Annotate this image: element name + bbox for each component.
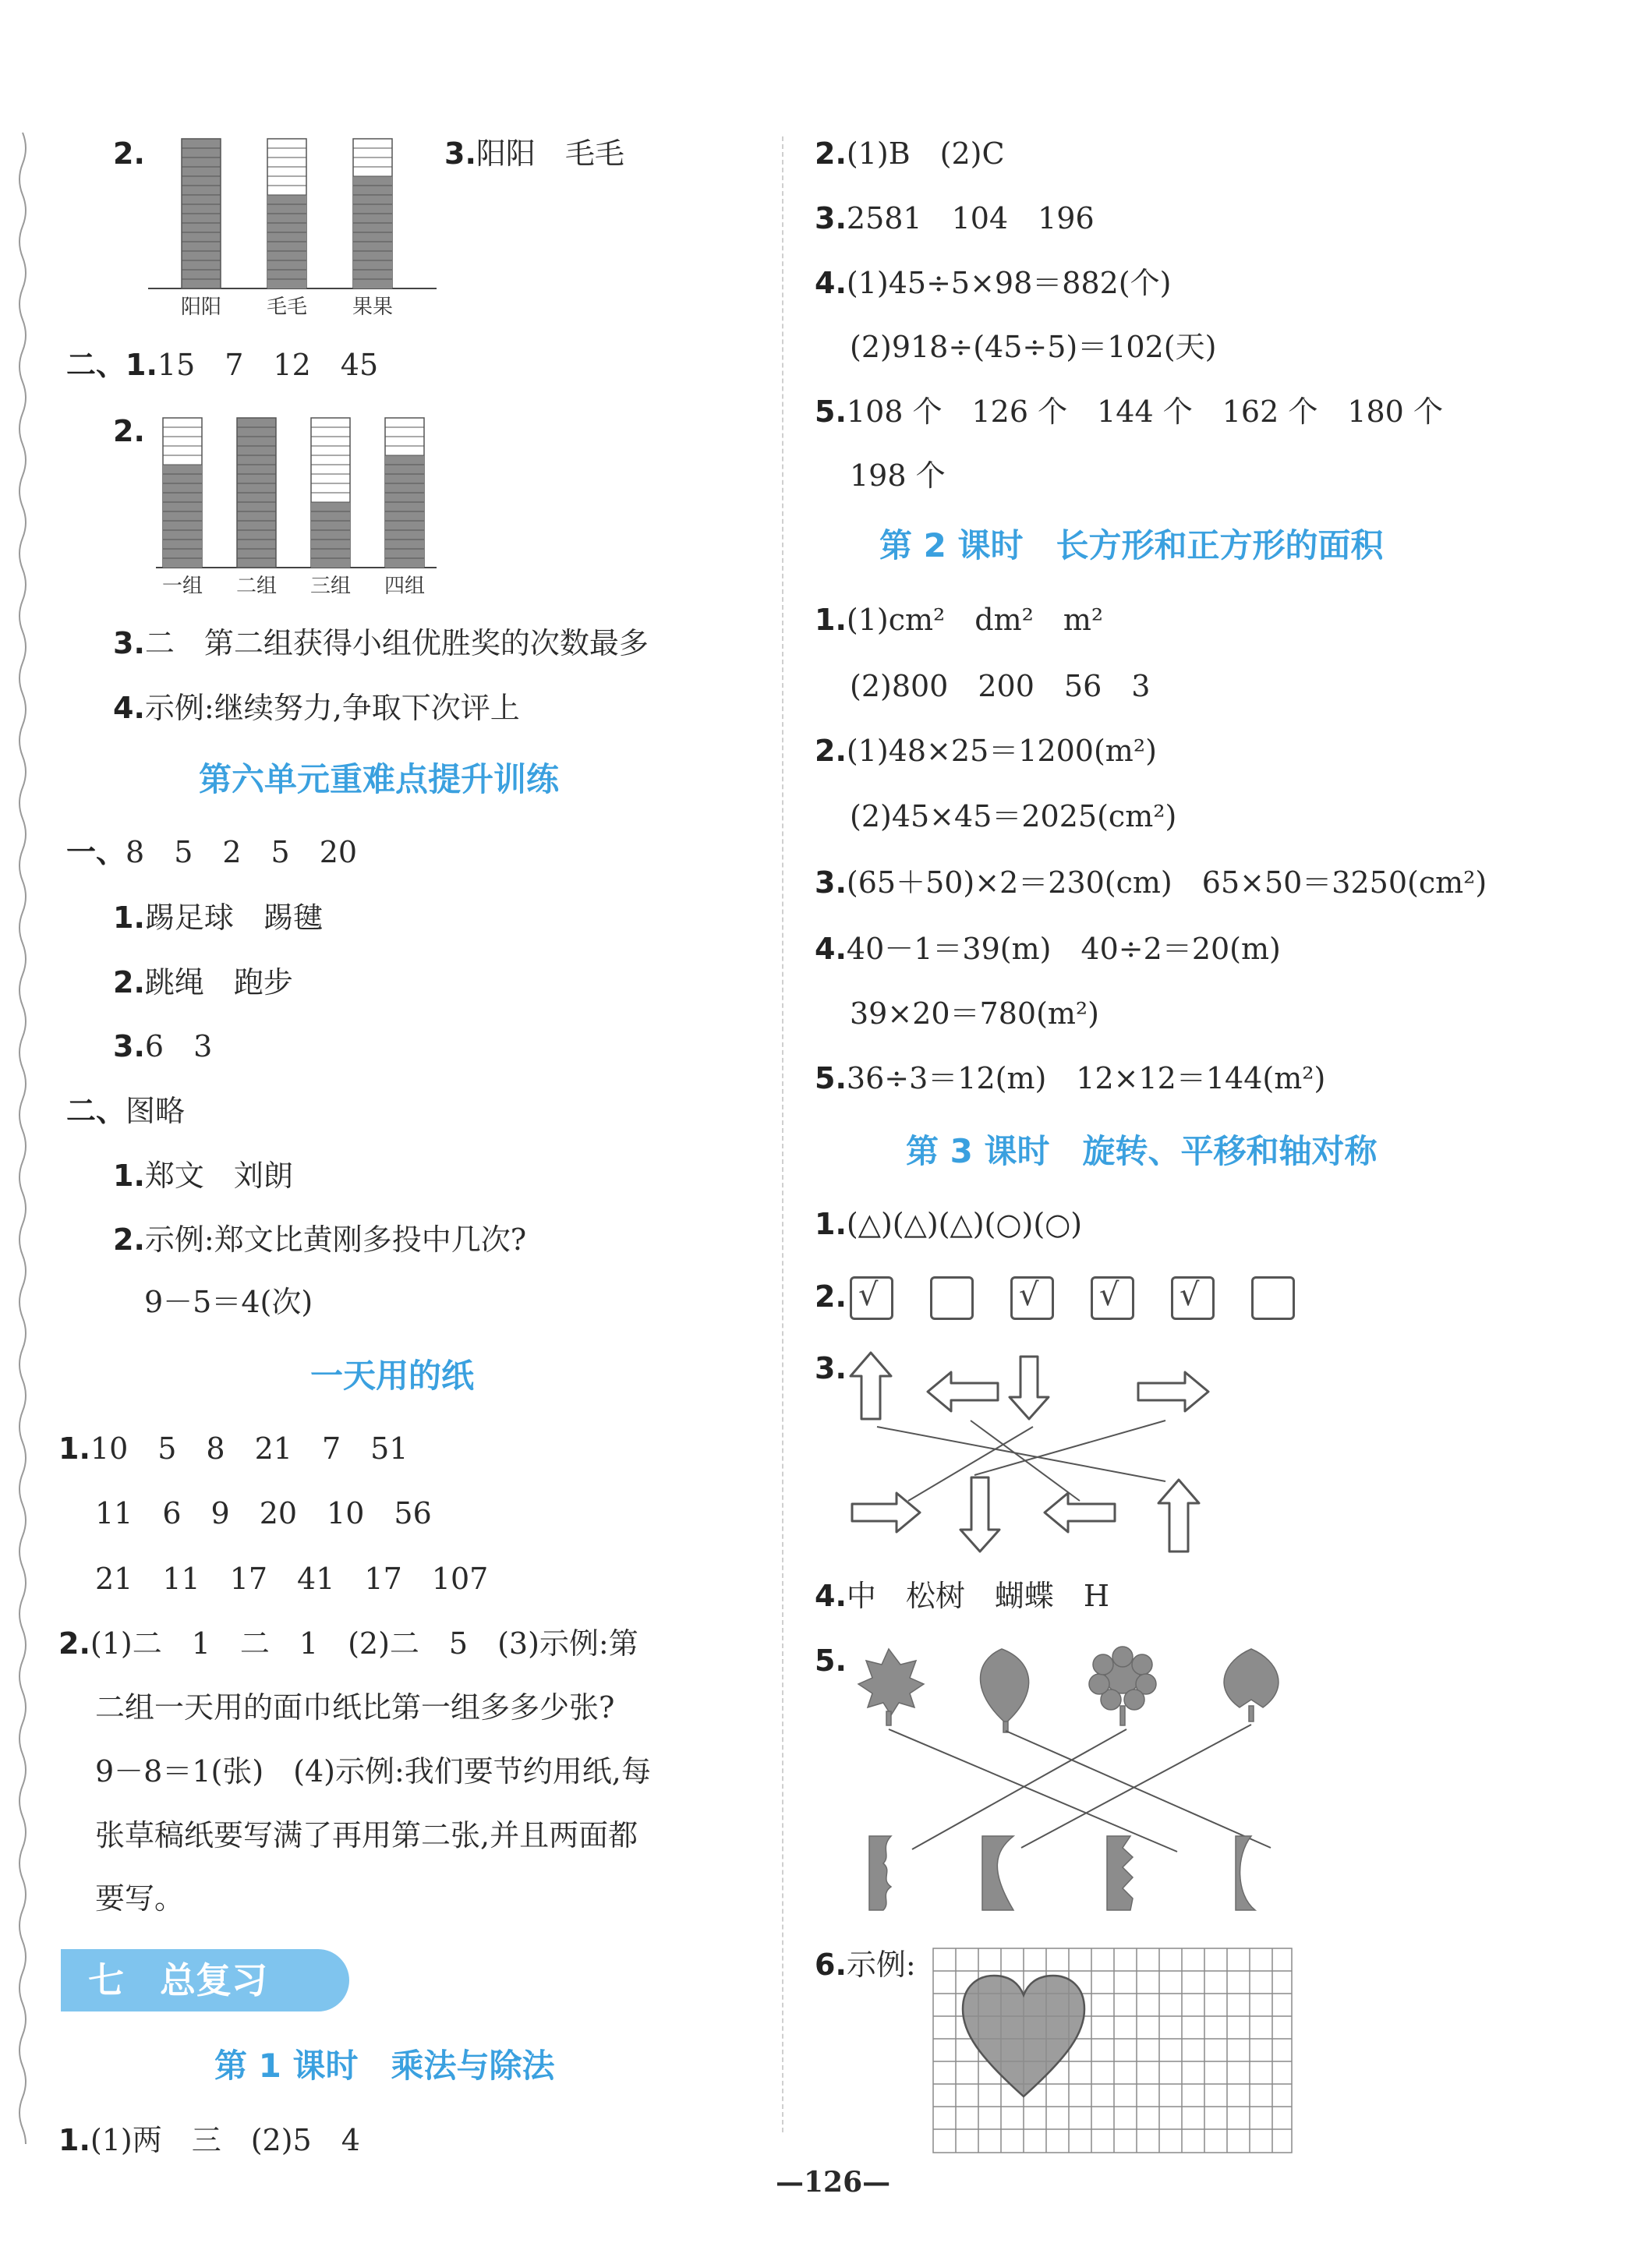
half-shape-icon <box>869 1836 891 1910</box>
chart2-label-1: 二组 <box>235 575 278 598</box>
match-line <box>877 1427 1165 1481</box>
item-number: 3. <box>113 626 145 660</box>
answer-line: 21 11 17 41 17 107 <box>95 1562 489 1596</box>
answer-text: (1)cm² dm² m² <box>846 603 1104 637</box>
answer-line <box>113 134 145 173</box>
half-leaf-icon <box>982 1836 1013 1910</box>
answer-text: 40－1＝39(m) 40÷2＝20(m) <box>846 932 1281 966</box>
answer-line <box>815 134 1005 173</box>
arrow-right-icon <box>1138 1372 1208 1411</box>
checkmark-icon: √ <box>1099 1277 1119 1313</box>
checkmark-icon: √ <box>858 1277 879 1313</box>
section-title: 一天用的纸 <box>310 1357 475 1395</box>
grid-heart-figure <box>932 1947 1298 2157</box>
arrow-down-icon <box>1010 1357 1049 1419</box>
chapter-banner-text: 七 总复习 <box>88 1959 267 2001</box>
match-line <box>974 1421 1165 1475</box>
answer-line: 39×20＝780(m²) <box>850 996 1099 1031</box>
match-line <box>1006 1731 1271 1848</box>
answer-text: (1)B (2)C <box>846 136 1005 171</box>
item-number: 5. <box>815 1061 847 1095</box>
arrow-up-icon <box>851 1353 891 1419</box>
item-number: 一、 <box>66 835 126 869</box>
answer-line: 198 个 <box>850 458 946 493</box>
answer-line <box>815 731 1157 770</box>
chart2-label-3: 四组 <box>384 575 426 598</box>
answer-line <box>815 1641 847 1680</box>
answer-line <box>113 624 649 663</box>
arrow-matching-figure <box>846 1349 1220 1559</box>
answer-line: (2)918÷(45÷5)＝102(天) <box>850 330 1217 364</box>
answer-line <box>815 600 1103 639</box>
answer-line: 9－5＝4(次) <box>144 1285 313 1319</box>
answer-line: (2)45×45＝2025(cm²) <box>850 799 1177 833</box>
item-number: 1. <box>113 1159 145 1193</box>
item-number: 1. <box>58 2123 90 2157</box>
answer-line <box>113 963 293 1002</box>
answer-line <box>113 1027 212 1066</box>
answer-line <box>815 1205 1082 1244</box>
item-number: 4. <box>815 1579 847 1613</box>
chapter-banner <box>61 1949 349 2011</box>
item-number: 2. <box>113 965 145 1000</box>
section-title: 第 3 课时 旋转、平移和轴对称 <box>906 1132 1378 1170</box>
answer-text: 10 5 8 21 7 51 <box>90 1431 408 1466</box>
chart2-label-0: 一组 <box>161 575 203 598</box>
answer-text: (△)(△)(△)(○)(○) <box>846 1207 1083 1241</box>
item-number: 2. <box>113 1222 145 1257</box>
bar-group-1 <box>163 418 202 568</box>
section-title: 第 2 课时 长方形和正方形的面积 <box>879 526 1384 564</box>
checkbox-6 <box>1251 1276 1295 1320</box>
bar-yangyang <box>182 139 221 288</box>
item-number: 二、 <box>66 1094 126 1128</box>
answer-line <box>815 1059 1325 1098</box>
checkbox-4 <box>1091 1276 1134 1320</box>
chart1-label-2: 果果 <box>352 295 394 319</box>
answer-line <box>113 1156 293 1195</box>
item-number: 3. <box>815 1351 847 1385</box>
item-number: 2. <box>815 1279 847 1314</box>
item-number: 3. <box>113 1029 145 1063</box>
answer-text: 示例: <box>846 1948 916 1982</box>
answer-line <box>815 929 1281 968</box>
item-number: 3. <box>444 136 476 171</box>
chart2-label-2: 三组 <box>309 575 352 598</box>
item-number: 2. <box>815 734 847 768</box>
answer-text: 跳绳 跑步 <box>144 965 293 1000</box>
answer-line <box>66 345 378 384</box>
checkmark-icon: √ <box>1180 1277 1200 1313</box>
heart-icon <box>963 1976 1084 2096</box>
item-number: 1. <box>815 1207 847 1241</box>
answer-line <box>444 134 624 173</box>
answer-text: (65＋50)×2＝230(cm) 65×50＝3250(cm²) <box>846 865 1487 900</box>
answer-line: 要写。 <box>95 1881 185 1916</box>
answer-line <box>58 1624 638 1663</box>
item-number: 6. <box>815 1948 847 1982</box>
answer-text: 2581 104 196 <box>846 201 1095 235</box>
item-number: 5. <box>815 1644 847 1678</box>
answer-line <box>815 1576 1109 1615</box>
checkmark-icon: √ <box>1019 1277 1039 1313</box>
answer-text: 中 松树 蝴蝶 H <box>846 1579 1110 1613</box>
answer-line: 11 6 9 20 10 56 <box>95 1496 432 1530</box>
item-number: 1. <box>58 1431 90 1466</box>
answer-line: 9－8＝1(张) (4)示例:我们要节约用纸,每 <box>95 1754 651 1789</box>
answer-line <box>815 199 1095 238</box>
item-number: 4. <box>113 691 145 725</box>
half-shape-icon <box>1236 1836 1255 1910</box>
checkbox-3 <box>1010 1276 1054 1320</box>
item-number: 5. <box>815 395 847 429</box>
leaf-icon <box>981 1649 1029 1732</box>
match-line <box>912 1729 1126 1849</box>
answer-text: 示例:郑文比黄刚多投中几次? <box>144 1222 527 1257</box>
maple-leaf-icon <box>858 1649 924 1725</box>
answer-text: 示例:继续努力,争取下次评上 <box>144 691 520 725</box>
match-line <box>1021 1725 1251 1848</box>
bar-group-3 <box>311 418 350 568</box>
leaf-icon <box>1224 1649 1279 1721</box>
answer-text: 108 个 126 个 144 个 162 个 180 个 <box>846 395 1443 429</box>
bar-chart-2 <box>152 412 440 607</box>
item-number: 1. <box>113 900 145 935</box>
checkbox-5 <box>1171 1276 1215 1320</box>
answer-line <box>113 898 323 937</box>
chart1-label-1: 毛毛 <box>266 295 308 319</box>
item-number: 4. <box>815 266 847 300</box>
flower-icon <box>1089 1647 1156 1725</box>
answer-line <box>58 2121 360 2160</box>
bar-maomao <box>267 139 306 288</box>
answer-line <box>113 412 145 451</box>
answer-line <box>815 1349 847 1388</box>
answer-text: (1)二 1 二 1 (2)二 5 (3)示例:第 <box>90 1626 638 1661</box>
answer-line <box>113 688 520 727</box>
answer-line <box>66 833 357 872</box>
item-number: 3. <box>815 865 847 900</box>
answer-text: 图略 <box>126 1094 186 1128</box>
arrow-left-icon <box>1045 1493 1115 1532</box>
section-title: 第 1 课时 乘法与除法 <box>214 2047 555 2085</box>
answer-line <box>815 863 1487 902</box>
answer-text: 二 第二组获得小组优胜奖的次数最多 <box>144 626 649 660</box>
answer-text: (1)两 三 (2)5 4 <box>90 2123 360 2157</box>
answer-text: (1)45÷5×98＝882(个) <box>846 266 1172 300</box>
answer-line: (2)800 200 56 3 <box>850 669 1151 703</box>
answer-line <box>815 392 1443 431</box>
checkbox-2 <box>930 1276 974 1320</box>
arrow-right-icon <box>852 1493 920 1532</box>
checkbox-1 <box>850 1276 893 1320</box>
answer-line <box>113 1220 526 1259</box>
answer-line: 二组一天用的面巾纸比第一组多多少张? <box>95 1690 615 1725</box>
answer-text: 踢足球 踢毽 <box>144 900 323 935</box>
arrow-up-icon <box>1158 1480 1199 1552</box>
answer-text: 8 5 2 5 20 <box>126 835 358 869</box>
item-number: 2. <box>113 414 145 448</box>
symmetry-matching-figure <box>846 1637 1298 1918</box>
match-line <box>889 1729 1177 1852</box>
answer-line <box>815 264 1171 303</box>
item-number: 4. <box>815 932 847 966</box>
section-title: 第六单元重难点提升训练 <box>199 760 560 798</box>
item-number: 2. <box>58 1626 90 1661</box>
answer-text: (1)48×25＝1200(m²) <box>846 734 1157 768</box>
bar-guoguo <box>353 139 392 288</box>
page-number: —126— <box>776 2166 891 2199</box>
chart1-label-0: 阳阳 <box>180 295 222 319</box>
bar-group-4 <box>385 418 424 568</box>
item-number: 1. <box>815 603 847 637</box>
answer-text: 15 7 12 45 <box>157 348 379 382</box>
item-number: 2. <box>113 136 145 171</box>
page-binding-edge <box>14 133 31 2144</box>
item-number: 2. <box>815 136 847 171</box>
column-divider <box>782 136 783 2132</box>
answer-text: 6 3 <box>144 1029 213 1063</box>
answer-line <box>815 1945 916 1984</box>
answer-line <box>815 1277 847 1316</box>
answer-text: 郑文 刘朗 <box>144 1159 293 1193</box>
answer-text: 阳阳 毛毛 <box>476 136 624 171</box>
arrow-left-icon <box>928 1372 998 1411</box>
answer-line: 张草稿纸要写满了再用第二张,并且两面都 <box>95 1818 638 1852</box>
item-number: 3. <box>815 201 847 235</box>
item-number: 二、1. <box>66 348 157 382</box>
bar-chart-1 <box>144 133 440 324</box>
answer-line <box>66 1092 185 1130</box>
answer-text: 36÷3＝12(m) 12×12＝144(m²) <box>846 1061 1326 1095</box>
answer-line <box>58 1429 408 1468</box>
arrow-down-icon <box>960 1477 999 1552</box>
bar-group-2 <box>237 418 276 568</box>
half-flower-icon <box>1107 1836 1133 1910</box>
